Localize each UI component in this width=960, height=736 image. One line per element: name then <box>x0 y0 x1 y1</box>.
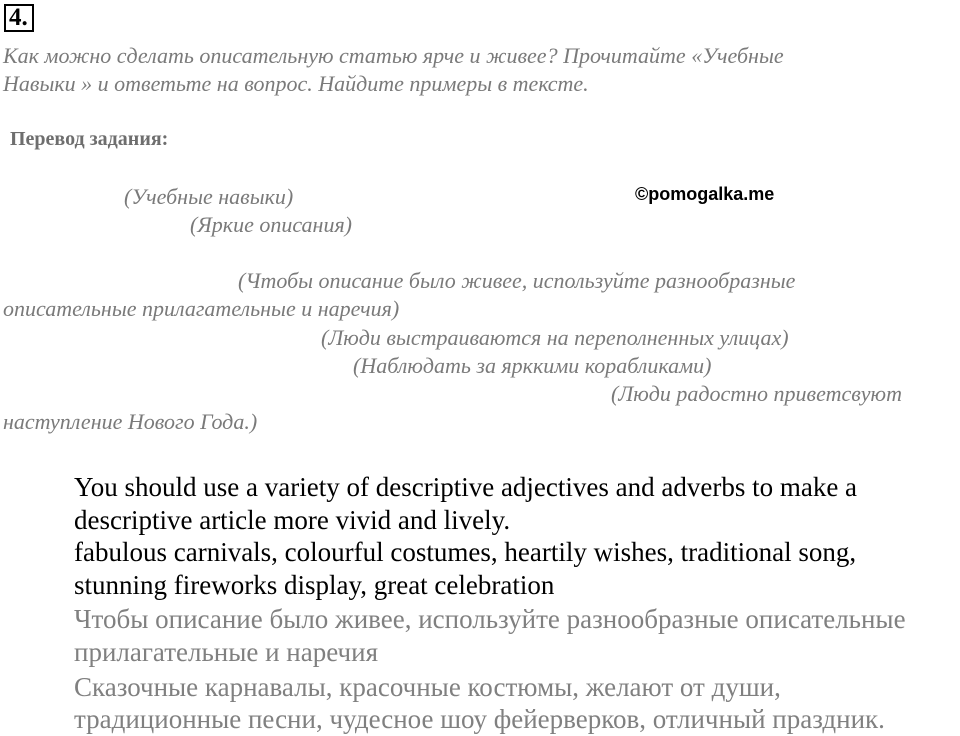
answer-ru-line-2: прилагательные и наречия <box>74 637 379 667</box>
translation-line-5: (Люди выстраиваются на переполненных улицах) <box>321 325 789 350</box>
translation-line-4: описательные прилагательные и наречия) <box>3 296 400 321</box>
question-line-1: Как можно сделать описательную статью ярче и живее? Прочитайте «Учебные <box>3 43 784 68</box>
translation-line-7: (Люди радостно приветсвуют <box>611 381 902 406</box>
answer-en-line-3: fabulous carnivals, colourful costumes, heartily wishes, traditional song, <box>74 537 857 567</box>
translation-line-8: наступление Нового Года.) <box>3 409 258 434</box>
answer-en-line-1: You should use a variety of descriptive adjectives and adverbs to make a <box>74 472 858 502</box>
watermark: ©pomogalka.me <box>635 184 775 204</box>
question-line-2: Навыки » и ответьте на вопрос. Найдите примеры в тексте. <box>3 71 589 96</box>
answer-ru-line-3: Сказочные карнавалы, красочные костюмы, желают от души, <box>74 672 781 702</box>
translation-line-6: (Наблюдать за ярккими корабликами) <box>353 353 712 378</box>
answer-ru-line-4: традиционные песни, чудесное шоу фейерверков, отличный праздник. <box>74 704 885 734</box>
translation-line-3: (Чтобы описание было живее, используйте разнообразные <box>238 268 796 293</box>
task-number: 4. <box>4 4 34 32</box>
translation-line-1: (Учебные навыки) <box>124 184 294 209</box>
answer-en-line-4: stunning fireworks display, great celebration <box>74 570 555 600</box>
answer-en-line-2: descriptive article more vivid and lively. <box>74 505 511 535</box>
translation-heading: Перевод задания: <box>10 128 169 150</box>
translation-line-2: (Яркие описания) <box>190 212 353 237</box>
answer-ru-line-1: Чтобы описание было живее, используйте разнообразные описательные <box>74 604 906 634</box>
